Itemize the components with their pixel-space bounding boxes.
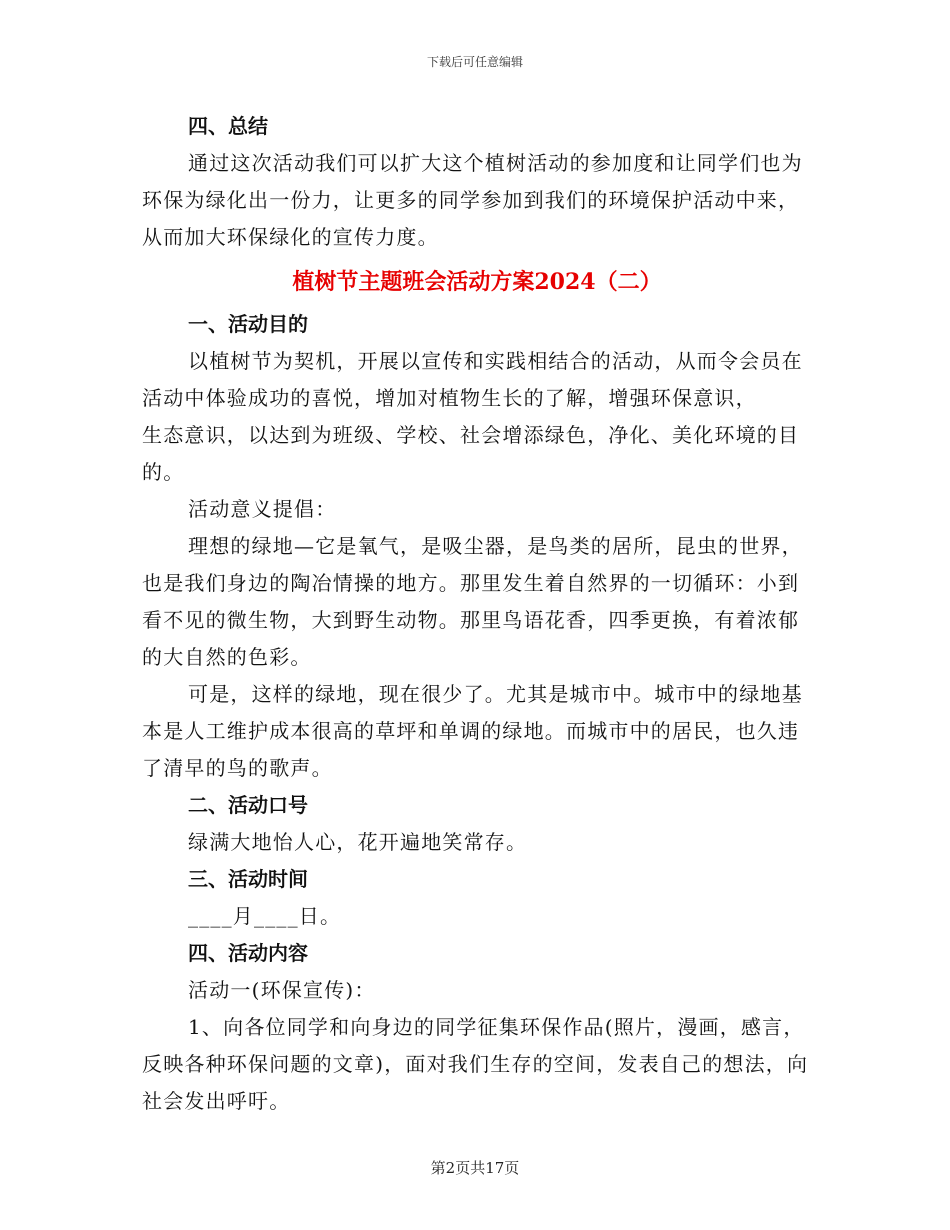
city-paragraph: 可是，这样的绿地，现在很少了。尤其是城市中。城市中的绿地基本是人工维护成本很高的草坪和单调的绿地。而城市中的居民，也久违了清早的鸟的歌声。	[142, 682, 803, 780]
greenland-paragraph: 理想的绿地—它是氧气，是吸尘器，是鸟类的居所，昆虫的世界，也是我们身边的陶冶情操的地方。那里发生着自然界的一切循环：小到看不见的微生物，大到野生动物。那里鸟语花香，四季更换，有着浓郁的大自然的色彩。	[142, 534, 803, 669]
slogan-text: 绿满大地怡人心，花开遍地笑常存。	[188, 830, 528, 854]
activity-one-label: 活动一(环保宣传)：	[188, 978, 376, 1002]
header-note: 下载后可任意编辑	[426, 55, 523, 69]
purpose-paragraph: 以植树节为契机，开展以宣传和实践相结合的活动，从而令会员在活动中体验成功的喜悦，增加对植物生长的了解，增强环保意识， 生态意识，以达到为班级、学校、社会增添绿色，净化、美化环境的目的。	[142, 349, 803, 484]
document-title: 植树节主题班会活动方案2024（二）	[292, 269, 662, 295]
section-heading-summary: 四、总结	[188, 114, 268, 138]
section-heading-time: 三、活动时间	[188, 867, 308, 891]
page-number: 第2页共17页	[430, 1159, 520, 1177]
summary-paragraph: 通过这次活动我们可以扩大这个植树活动的参加度和让同学们也为环保为绿化出一份力，让更多的同学参加到我们的环境保护活动中来，从而加大环保绿化的宣传力度。	[142, 151, 803, 249]
activity-one-item: 1、向各位同学和向身边的同学征集环保作品(照片，漫画，感言，反映各种环保问题的文章)，面对我们生存的空间，发表自己的想法，向社会发出呼吁。	[142, 1015, 809, 1113]
section-heading-slogan: 二、活动口号	[188, 793, 308, 817]
section-heading-purpose: 一、活动目的	[188, 312, 308, 336]
section-heading-content: 四、活动内容	[188, 941, 308, 965]
document-body	[142, 108, 812, 1120]
time-text: ____月____日。	[188, 904, 342, 928]
significance-label: 活动意义提倡：	[188, 497, 337, 521]
